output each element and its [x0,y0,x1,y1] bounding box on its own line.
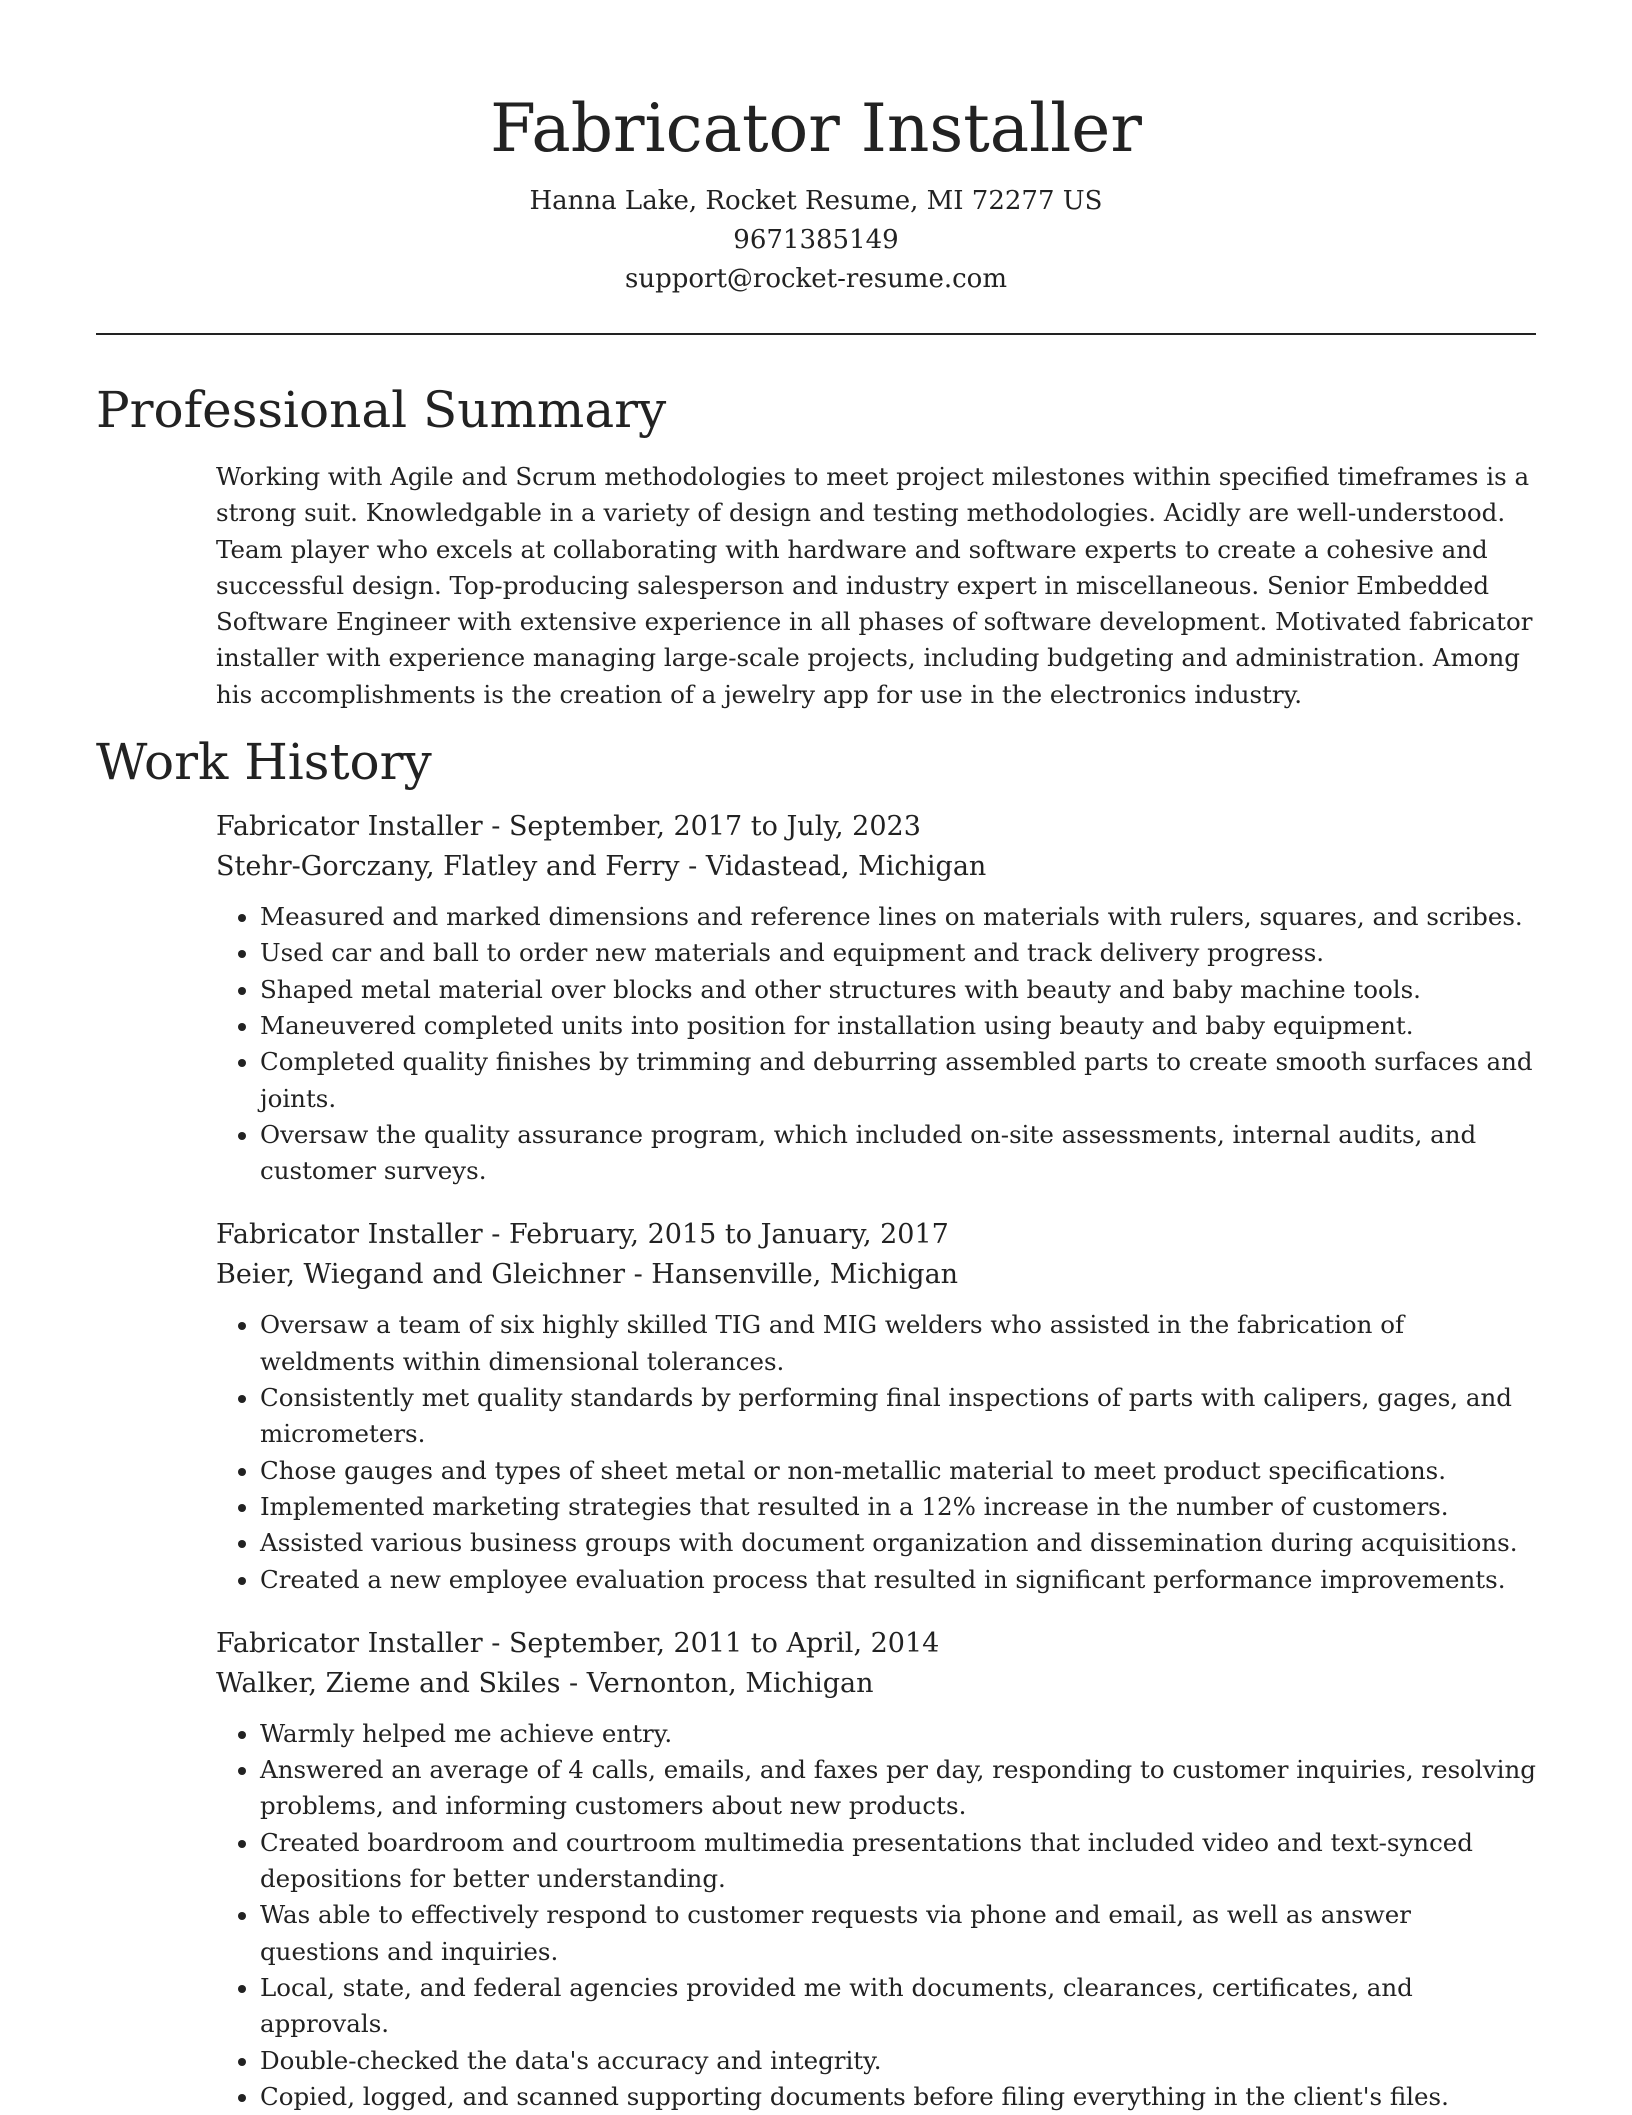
contact-info [96,182,1536,299]
job-company-line: Beier, Wiegand and Gleichner - Hansenville, Michigan [216,1259,959,1291]
work-history-section [96,727,1536,2115]
job-role-line: Fabricator Installer - February, 2015 to January, 2017 [216,1219,949,1251]
list-item: • Warmly helped me achieve entry. [260,1716,1536,1752]
list-item: • Oversaw a team of six highly skilled TIG and MIG welders who assisted in the fabrication of weldments within dimensional tolerances. [260,1307,1536,1380]
list-item: • Copied, logged, and scanned supporting documents before filing everything in the client's files. [260,2079,1536,2115]
section-title-work-history: Work History [96,733,432,792]
resume-header [96,0,1536,299]
list-item: • Measured and marked dimensions and reference lines on materials with rulers, squares, and scribes. [260,899,1536,935]
page-title: Fabricator Installer [490,90,1142,167]
list-item: • Created a new employee evaluation process that resulted in significant performance improvements. [260,1562,1536,1598]
job-company-line: Stehr-Gorczany, Flatley and Ferry - Vidastead, Michigan [216,851,987,883]
list-item: • Double-checked the data's accuracy and integrity. [260,2043,1536,2079]
job-entry [216,1624,1536,2115]
list-item: • Shaped metal material over blocks and other structures with beauty and baby machine tools. [260,972,1536,1008]
list-item: • Used car and ball to order new materials and equipment and track delivery progress. [260,935,1536,971]
job-role-line: Fabricator Installer - September, 2011 to April, 2014 [216,1627,940,1659]
header-divider [96,333,1536,335]
job-company-line: Walker, Zieme and Skiles - Vernonton, Michigan [216,1667,874,1699]
contact-phone: 9671385149 [733,225,899,255]
job-bullets [216,1307,1536,1597]
list-item: • Chose gauges and types of sheet metal or non-metallic material to meet product specifications. [260,1453,1536,1489]
job-role-line: Fabricator Installer - September, 2017 to July, 2023 [216,811,921,843]
job-entry [216,1215,1536,1597]
job-bullets [216,899,1536,1189]
job-entry [216,807,1536,1189]
list-item: • Local, state, and federal agencies provided me with documents, clearances, certificates, and approvals. [260,1970,1536,2043]
list-item: • Oversaw the quality assurance program, which included on-site assessments, internal audits, and customer surveys. [260,1117,1536,1190]
contact-address: Hanna Lake, Rocket Resume, MI 72277 US [529,186,1103,216]
list-item: • Maneuvered completed units into position for installation using beauty and baby equipment. [260,1008,1536,1044]
list-item: • Assisted various business groups with document organization and dissemination during acquisitions. [260,1525,1536,1561]
list-item: • Was able to effectively respond to customer requests via phone and email, as well as answer questions and inquiries. [260,1897,1536,1970]
job-bullets [216,1716,1536,2115]
professional-summary-section [96,375,1536,713]
summary-text: Working with Agile and Scrum methodologies to meet project milestones within specified timeframes is a strong suit. Knowledgable in a variety of design and testing methodologies. Acidly are well-understood. Team player who excels at collaborating with hardware and software experts to create a cohesive and successful design. Top-producing salesperson and industry expert in miscellaneous. Senior Embedded Software Engineer with extensive experience in all phases of software development. Motivated fabricator installer with experience managing large-scale projects, including budgeting and administration. Among his accomplishments is the creation of a jewelry app for use in the electronics industry. [216,462,1533,709]
list-item: • Created boardroom and courtroom multimedia presentations that included video and text-synced depositions for better understanding. [260,1825,1536,1898]
list-item: • Completed quality finishes by trimming and deburring assembled parts to create smooth surfaces and joints. [260,1044,1536,1117]
list-item: • Consistently met quality standards by performing final inspections of parts with calipers, gages, and micrometers. [260,1380,1536,1453]
list-item: • Implemented marketing strategies that resulted in a 12% increase in the number of customers. [260,1489,1536,1525]
section-title-summary: Professional Summary [96,381,667,439]
contact-email: support@rocket-resume.com [624,264,1007,294]
list-item: • Answered an average of 4 calls, emails, and faxes per day, responding to customer inquiries, resolving problems, and informing customers about new products. [260,1752,1536,1825]
